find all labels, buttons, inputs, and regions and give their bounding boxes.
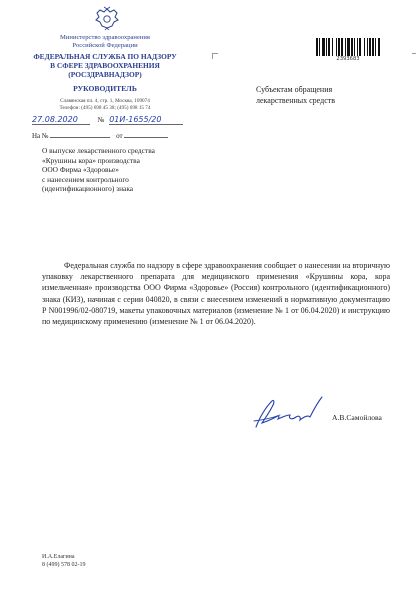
addressee bbox=[256, 84, 335, 106]
subject-line4: с нанесением контрольного bbox=[42, 174, 129, 184]
barcode-bar bbox=[332, 38, 333, 56]
barcode-bar bbox=[341, 38, 343, 56]
barcode-bar bbox=[359, 38, 361, 56]
barcode-bar bbox=[375, 38, 376, 56]
barcode-bar bbox=[319, 38, 320, 56]
subject-line5: (идентификационного) знака bbox=[42, 184, 134, 194]
ref-prefix: На № bbox=[32, 132, 49, 140]
addressee-line1: Субъектам обращения bbox=[256, 85, 333, 94]
service-abbr: (РОСЗДРАВНАДЗОР) bbox=[68, 70, 142, 79]
barcode-bar bbox=[351, 38, 353, 56]
barcode-bar bbox=[316, 38, 318, 56]
leader-title: РУКОВОДИТЕЛЬ bbox=[73, 84, 137, 93]
subject-line3: ООО Фирма «Здоровье» bbox=[42, 165, 119, 175]
barcode-bar bbox=[336, 38, 337, 56]
reference-row bbox=[32, 130, 168, 140]
ref-middle: от bbox=[116, 132, 123, 140]
subject-line2: «Крушины кора» производства bbox=[42, 155, 140, 165]
barcode-bar bbox=[372, 38, 374, 56]
body-paragraph: Федеральная служба по надзору в сфере здравоохранения сообщает о нанесении на вторичную упаковку лекарственного препарата для медицинского применения «Крушины кора, кора измельченная» производства ООО Фирма «Здоровье» (Россия) контрольного (идентификационного) знака (КИЗ), начиная с серии 040820, в связи с внесением изменений в нормативную документацию Р N001996/02-080719, макеты упаковочных материалов (изменение № 1 от 06.04.2020) и инструкцию по медицинскому применению (изменение № 1 от 06.04.2020). bbox=[42, 261, 390, 327]
ref-date-field bbox=[124, 130, 168, 138]
executor-block bbox=[42, 553, 86, 569]
barcode-bar bbox=[354, 38, 355, 56]
signer-name: А.В.Самойлова bbox=[332, 413, 382, 422]
barcode-bar bbox=[345, 38, 346, 56]
barcode bbox=[316, 38, 380, 56]
barcode-bar bbox=[328, 38, 330, 56]
barcode-bar bbox=[326, 38, 327, 56]
subject-block bbox=[42, 146, 155, 194]
barcode-bar bbox=[378, 38, 380, 56]
executor-phone: 8 (499) 578 02-19 bbox=[42, 562, 86, 568]
barcode-bar bbox=[338, 38, 340, 56]
subject-line1: О выпуске лекарственного средства bbox=[42, 146, 155, 155]
barcode-number: 2393683 bbox=[336, 56, 360, 62]
phone-line: Телефон: (495) 698 45 38; (495) 698 15 74 bbox=[59, 105, 151, 111]
corner-mark-right bbox=[412, 53, 416, 59]
ministry-line2: Российской Федерации bbox=[72, 42, 138, 49]
service-line2: В СФЕРЕ ЗДРАВООХРАНЕНИЯ bbox=[50, 61, 160, 70]
barcode-bar bbox=[347, 38, 350, 56]
executor-name: И.А.Елагина bbox=[42, 554, 75, 560]
ref-number-field bbox=[50, 130, 110, 138]
service-line1: ФЕДЕРАЛЬНАЯ СЛУЖБА ПО НАДЗОРУ bbox=[33, 52, 177, 61]
ministry-line1: Министерство здравоохранения bbox=[60, 34, 150, 41]
letter-body bbox=[42, 260, 390, 327]
barcode-bar bbox=[369, 38, 371, 56]
address-line: Славянская пл. 4, стр. 1, Москва, 109074 bbox=[60, 98, 150, 104]
emblem-icon bbox=[93, 6, 121, 32]
barcode-bar bbox=[367, 38, 368, 56]
number-prefix: № bbox=[97, 116, 105, 124]
corner-mark-left bbox=[212, 53, 218, 59]
number-field: 01И-1655/20 bbox=[109, 115, 183, 125]
date-number-row bbox=[32, 115, 183, 125]
barcode-bar bbox=[322, 38, 325, 56]
barcode-bar bbox=[364, 38, 365, 56]
signature-icon bbox=[250, 393, 330, 433]
addressee-line2: лекарственных средств bbox=[256, 96, 336, 105]
barcode-bar bbox=[357, 38, 358, 56]
date-field: 27.08.2020 bbox=[32, 115, 90, 125]
